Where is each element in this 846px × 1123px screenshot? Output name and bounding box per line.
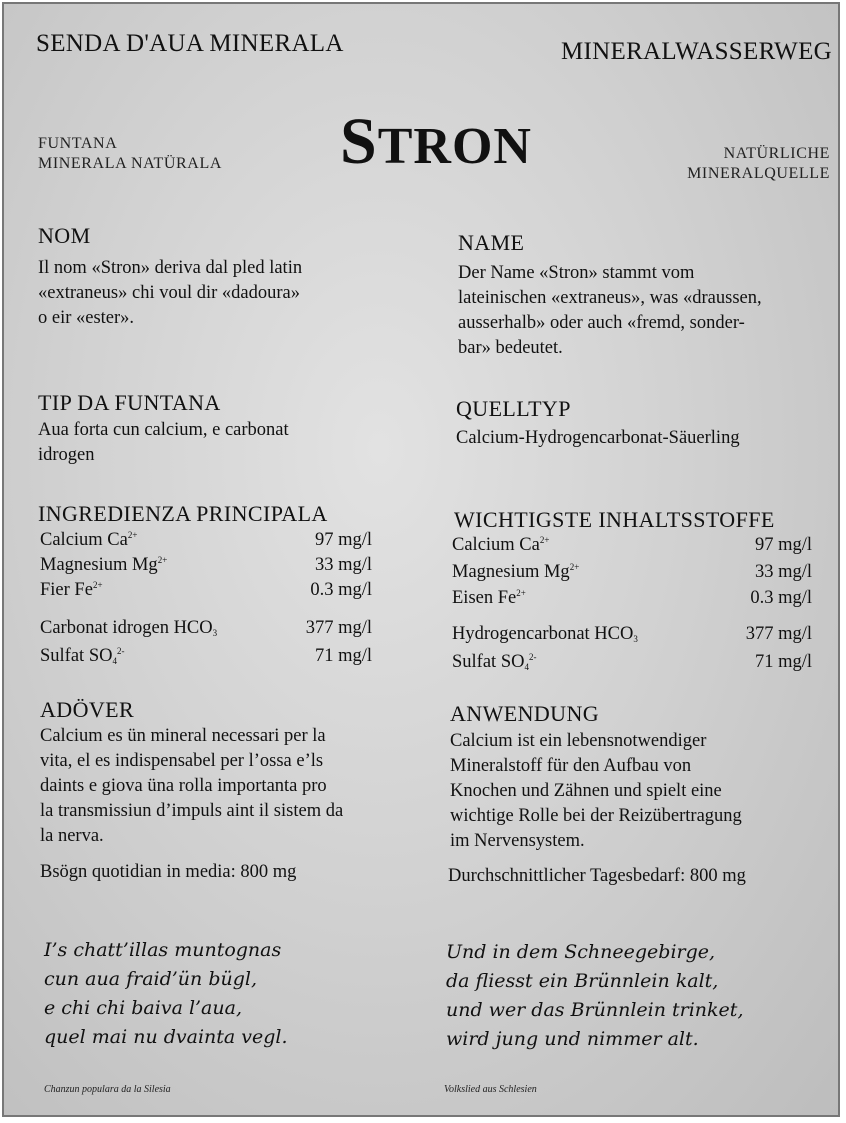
ingredient-name: Sulfat SO <box>40 646 113 666</box>
ingredient-row <box>452 588 812 609</box>
ingredient-subscript: 4 <box>112 656 117 666</box>
name-heading: NAME <box>458 230 525 255</box>
ingredient-name: Fier Fe <box>40 580 93 600</box>
spring-type-german-line2: MINERALQUELLE <box>687 165 830 182</box>
use-heading-german: ANWENDUNG <box>450 701 600 726</box>
text-line: idrogen <box>38 445 95 465</box>
ingredient-charge: 2- <box>528 652 537 662</box>
text-line: Calcium ist ein lebensnotwendiger <box>450 731 707 751</box>
text-line: Il nom «Stron» deriva dal pled latin <box>38 258 303 278</box>
ingredient-row <box>40 618 372 639</box>
poem-line: da fliesst ein Brünnlein kalt, <box>446 970 719 992</box>
ingredient-row <box>452 562 812 583</box>
ingredient-charge: 2+ <box>92 580 103 590</box>
ingredient-row <box>40 580 372 601</box>
poem-line: Und in dem Schneegebirge, <box>446 941 716 963</box>
text-line: Mineralstoff für den Aufbau von <box>450 756 692 776</box>
title-initial: S <box>340 105 378 178</box>
ingredient-subscript: 3 <box>212 628 218 638</box>
poem-credit-romansh: Chanzun populara da la Silesia <box>44 1084 171 1095</box>
use-heading-romansh: ADÖVER <box>40 697 135 722</box>
text-line: im Nervensystem. <box>450 831 585 851</box>
ingredient-charge: 2+ <box>516 588 526 598</box>
text-line: ausserhalb» oder auch «fremd, sonder- <box>458 313 745 333</box>
use-text-romansh <box>40 724 343 849</box>
text-line: la transmissiun d’impuls aint il sistem da <box>40 801 344 821</box>
ingredient-charge: 2- <box>116 646 125 656</box>
spring-type-german-line1: NATÜRLICHE <box>723 145 830 162</box>
ingredient-charge: 2+ <box>157 555 168 565</box>
poem-line: wird jung und nimmer alt. <box>446 1028 699 1050</box>
ingredient-value: 71 mg/l <box>754 652 812 672</box>
ingredients-heading-german: WICHTIGSTE INHALTSSTOFFE <box>454 507 775 532</box>
text-line: «extraneus» chi voul dir «dadoura» <box>38 283 301 303</box>
text-line: la nerva. <box>40 826 104 846</box>
ingredient-value: 377 mg/l <box>305 618 372 638</box>
ingredients-heading-romansh: INGREDIENZA PRINCIPALA <box>38 501 328 526</box>
ingredient-value: 33 mg/l <box>754 562 812 582</box>
poem-line: quel mai nu dvainta vegl. <box>44 1026 288 1048</box>
text-line: Der Name «Stron» stammt vom <box>458 263 695 283</box>
text-line: lateinischen «extraneus», was «draussen, <box>458 288 762 308</box>
text-line: Calcium es ün mineral necessari per la <box>40 726 326 746</box>
ingredient-name: Eisen Fe <box>452 588 517 608</box>
ingredient-row <box>40 646 372 667</box>
ingredient-row <box>452 624 812 645</box>
ingredient-value: 0.3 mg/l <box>750 588 812 608</box>
ingredient-row <box>452 535 812 556</box>
ingredient-charge: 2+ <box>127 530 138 540</box>
tip-text <box>38 418 289 468</box>
ingredient-value: 33 mg/l <box>314 555 372 575</box>
text-line: daints e giova üna rolla importanta pro <box>40 776 327 796</box>
ingredient-name: Calcium Ca <box>452 535 540 555</box>
ingredient-name: Magnesium Mg <box>452 562 570 582</box>
ingredient-value: 71 mg/l <box>314 646 372 666</box>
ingredient-row <box>40 555 372 576</box>
text-line: Calcium-Hydrogencarbonat-Säuerling <box>456 428 740 448</box>
poem-line: und wer das Brünnlein trinket, <box>446 999 744 1021</box>
mineral-water-sign <box>2 2 840 1117</box>
trail-name-german: MINERALWASSERWEG <box>561 38 832 65</box>
poem-line: e chi chi baiva l’aua, <box>44 997 242 1019</box>
text-line: wichtige Rolle bei der Reizübertragung <box>450 806 742 826</box>
nom-text <box>38 256 302 331</box>
text-line: Knochen und Zähnen und spielt eine <box>450 781 722 801</box>
ingredient-name: Calcium Ca <box>40 530 128 550</box>
text-line: vita, el es indispensabel per l’ossa e’ls <box>40 751 324 771</box>
poem-romansh <box>44 936 288 1052</box>
name-text <box>458 261 762 361</box>
spring-type-romansh-line1: FUNTANA <box>38 135 118 152</box>
ingredient-value: 377 mg/l <box>745 624 812 644</box>
ingredient-name: Carbonat idrogen HCO <box>40 618 213 638</box>
nom-heading: NOM <box>38 223 91 248</box>
text-line: o eir «ester». <box>38 308 135 328</box>
poem-line: cun aua fraid’ün bügl, <box>44 968 257 990</box>
ingredient-value: 0.3 mg/l <box>310 580 372 600</box>
daily-need-german: Durchschnittlicher Tagesbedarf: 800 mg <box>448 866 746 886</box>
daily-need-romansh: Bsögn quotidian in media: 800 mg <box>40 862 297 882</box>
page-title <box>340 104 532 180</box>
ingredient-value: 97 mg/l <box>314 530 372 550</box>
poem-german <box>446 938 743 1054</box>
tip-heading: TIP DA FUNTANA <box>38 390 221 415</box>
ingredient-subscript: 4 <box>524 662 529 672</box>
ingredient-name: Hydrogencarbonat HCO <box>452 624 634 644</box>
poem-line: I’s chatt’illas muntognas <box>44 939 282 961</box>
ingredient-charge: 2+ <box>569 562 580 572</box>
ingredient-row <box>40 530 372 551</box>
text-line: Aua forta cun calcium, e carbonat <box>38 420 289 440</box>
poem-credit-german: Volkslied aus Schlesien <box>444 1084 537 1095</box>
ingredient-name: Magnesium Mg <box>40 555 158 575</box>
ingredient-value: 97 mg/l <box>754 535 812 555</box>
type-heading: QUELLTYP <box>456 396 571 421</box>
ingredient-charge: 2+ <box>539 535 550 545</box>
trail-name-romansh: SENDA D'AUA MINERALA <box>36 30 344 57</box>
use-text-german <box>450 729 742 854</box>
type-text <box>456 426 740 451</box>
ingredient-name: Sulfat SO <box>452 652 525 672</box>
spring-type-romansh-line2: MINERALA NATÜRALA <box>38 155 222 172</box>
ingredient-subscript: 3 <box>633 634 638 644</box>
title-rest: TRON <box>377 118 532 175</box>
ingredient-row <box>452 652 812 673</box>
text-line: bar» bedeutet. <box>458 338 563 358</box>
